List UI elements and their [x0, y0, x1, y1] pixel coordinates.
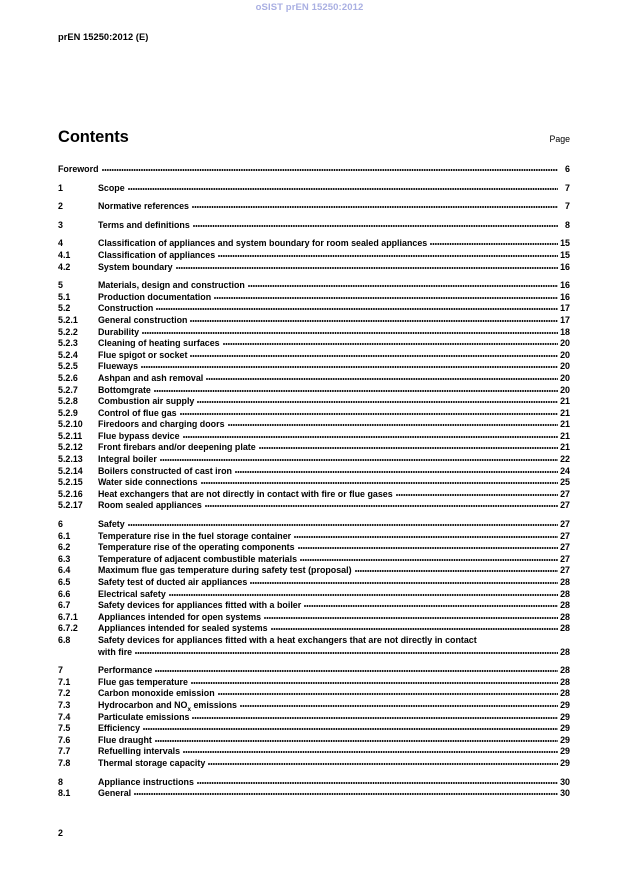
toc-entry[interactable]: [58, 373, 570, 385]
toc-entry-page-number: 24: [560, 465, 570, 476]
toc-entry-title: Integral boiler: [98, 454, 157, 465]
toc-entry-page-number: 21: [560, 396, 570, 407]
toc-leader-dots: [298, 542, 558, 550]
toc-leader-dots: [193, 220, 558, 228]
toc-entry-title: Particulate emissions: [98, 711, 190, 722]
toc-entry[interactable]: [58, 519, 570, 531]
toc-entry[interactable]: [58, 477, 570, 489]
toc-leader-dots: [128, 183, 558, 191]
toc-leader-dots: [134, 788, 558, 796]
toc-entry-number: 5.2.9: [58, 407, 78, 418]
toc-entry-number: 6.4: [58, 565, 71, 576]
toc-entry-number: 7: [58, 665, 63, 676]
toc-entry-title: Front firebars and/or deepening plate: [98, 442, 256, 453]
toc-entry-title: Boilers constructed of cast iron: [98, 465, 232, 476]
toc-entry[interactable]: [58, 788, 570, 800]
toc-leader-dots: [304, 600, 558, 608]
toc-leader-dots: [235, 466, 558, 474]
toc-entry-title: Appliance instructions: [98, 776, 194, 787]
toc-entry-page-number: 20: [560, 384, 570, 395]
toc-entry-page-number: 28: [560, 623, 570, 634]
toc-entry-number: 7.6: [58, 734, 71, 745]
toc-entry-page-number: 7: [565, 201, 570, 212]
toc-entry-number: 5.2.15: [58, 477, 83, 488]
toc-leader-dots: [214, 292, 558, 300]
toc-entry-title: Temperature rise of the operating components: [98, 542, 295, 553]
toc-entry-title-continued: with fire: [98, 646, 133, 657]
toc-leader-dots: [190, 350, 558, 358]
toc-leader-dots: [264, 612, 558, 620]
toc-leader-dots: [228, 419, 558, 427]
toc-entry[interactable]: [58, 350, 570, 362]
toc-entry[interactable]: [58, 531, 570, 543]
toc-entry-page-number: 21: [560, 430, 570, 441]
toc-entry-page-number: 29: [560, 699, 570, 710]
toc-entry[interactable]: [58, 220, 570, 232]
document-reference-header: prEN 15250:2012 (E): [58, 32, 149, 42]
toc-entry-number: 6.7: [58, 600, 71, 611]
toc-leader-dots: [180, 408, 558, 416]
toc-entry-title: Safety test of ducted air appliances: [98, 577, 248, 587]
toc-entry-page-number: 29: [560, 734, 570, 745]
toc-entry-page-number: 27: [560, 488, 570, 499]
toc-entry-title: General: [98, 788, 132, 799]
toc-entry[interactable]: [58, 361, 570, 373]
toc-entry-title: Durability: [98, 326, 140, 337]
toc-leader-dots: [169, 589, 558, 597]
toc-entry-page-number: 21: [560, 419, 570, 430]
toc-entry[interactable]: [58, 250, 570, 262]
toc-entry-number: 5.2.17: [58, 500, 83, 511]
toc-entry-number: 5.2.7: [58, 384, 78, 395]
toc-entry-page-number: 28: [560, 646, 570, 657]
toc-entry-page-number: 30: [560, 788, 570, 799]
toc-entry-number: 6.7.2: [58, 623, 78, 634]
toc-leader-dots: [430, 238, 558, 246]
toc-entry[interactable]: [58, 396, 570, 408]
toc-entry-page-number: 20: [560, 372, 570, 383]
toc-entry-title: Maximum flue gas temperature during safety test (proposal): [98, 565, 352, 576]
toc-entry-number: 6.1: [58, 530, 71, 541]
toc-leader-dots: [141, 361, 558, 369]
toc-entry-page-number: 29: [560, 757, 570, 768]
toc-entry-title: Water side connections: [98, 477, 198, 488]
toc-entry-title: Normative references: [98, 201, 189, 212]
toc-entry-title: Appliances intended for sealed systems: [98, 623, 268, 634]
toc-entry[interactable]: [58, 431, 570, 443]
toc-entry-number: 6.8: [58, 634, 71, 645]
toc-entry[interactable]: [58, 635, 570, 658]
toc-entry-title: Flue gas temperature: [98, 676, 188, 687]
toc-leader-dots: [205, 500, 558, 508]
toc-entry[interactable]: [58, 612, 570, 624]
toc-entry-number: 7.8: [58, 757, 71, 768]
toc-entry-page-number: 22: [560, 454, 570, 465]
toc-entry[interactable]: [58, 735, 570, 747]
toc-entry-title: General construction: [98, 314, 188, 325]
toc-entry-title: Hydrocarbon and $NO_x$ emissions: [98, 699, 237, 713]
toc-entry-page-number: 21: [560, 442, 570, 453]
toc-entry[interactable]: [58, 677, 570, 689]
toc-entry-page-number: 28: [560, 676, 570, 687]
toc-leader-dots: [396, 489, 558, 497]
toc-entry[interactable]: [58, 327, 570, 339]
toc-entry[interactable]: [58, 746, 570, 758]
toc-entry-number: 5.2.16: [58, 488, 83, 499]
toc-entry[interactable]: [58, 589, 570, 601]
toc-entry[interactable]: [58, 565, 570, 577]
toc-entry[interactable]: [58, 201, 570, 213]
toc-entry[interactable]: [58, 489, 570, 501]
toc-leader-dots: [192, 712, 558, 720]
toc-entry[interactable]: [58, 700, 570, 712]
toc-entry[interactable]: [58, 262, 570, 274]
toc-entry-page-number: 28: [560, 577, 570, 587]
toc-entry-page-number: 28: [560, 611, 570, 622]
toc-entry[interactable]: [58, 164, 570, 176]
toc-entry-page-number: 20: [560, 361, 570, 372]
toc-entry-number: 6: [58, 519, 63, 530]
toc-leader-dots: [197, 777, 558, 785]
toc-entry[interactable]: [58, 542, 570, 554]
toc-entry-title: Electrical safety: [98, 588, 166, 599]
toc-entry[interactable]: [58, 712, 570, 724]
toc-entry-number: 5.2.10: [58, 419, 83, 430]
toc-entry-title: Appliances intended for open systems: [98, 611, 262, 622]
toc-leader-dots: [155, 665, 558, 673]
toc-entry-page-number: 28: [560, 600, 570, 611]
toc-entry-page-number: 8: [565, 219, 570, 230]
toc-entry-number: 4.2: [58, 261, 71, 272]
toc-entry[interactable]: [58, 600, 570, 612]
toc-entry-title: Flue bypass device: [98, 430, 180, 441]
toc-entry-title: Cleaning of heating surfaces: [98, 338, 220, 349]
toc-entry-title: System boundary: [98, 261, 173, 272]
toc-entry-number: 6.5: [58, 577, 71, 587]
toc-leader-dots: [155, 735, 558, 743]
toc-entry-title: Terms and definitions: [98, 219, 190, 230]
toc-entry-page-number: 27: [560, 553, 570, 564]
toc-entry-number: 5.1: [58, 291, 71, 302]
toc-entry-page-number: 28: [560, 588, 570, 599]
toc-leader-dots: [206, 373, 558, 381]
toc-entry[interactable]: [58, 577, 570, 589]
toc-entry[interactable]: [58, 238, 570, 250]
toc-entry-number: 5.2.8: [58, 396, 78, 407]
toc-entry-page-number: 20: [560, 338, 570, 349]
toc-leader-dots: [191, 677, 558, 685]
toc-entry-page-number: 16: [560, 261, 570, 272]
toc-leader-dots: [154, 385, 558, 393]
toc-entry-page-number: 16: [560, 291, 570, 302]
toc-leader-dots: [250, 577, 558, 585]
toc-entry-title: Temperature of adjacent combustible materials: [98, 553, 298, 564]
toc-entry-number: 7.7: [58, 746, 71, 757]
toc-entry-number: 3: [58, 219, 63, 230]
toc-entry[interactable]: [58, 315, 570, 327]
toc-entry-page-number: 27: [560, 565, 570, 576]
page-column-label: Page: [549, 134, 570, 144]
toc-entry-number: 5.2.5: [58, 361, 78, 372]
toc-entry-number: 1: [58, 182, 63, 193]
toc-entry-page-number: 18: [560, 326, 570, 337]
toc-entry[interactable]: [58, 688, 570, 700]
toc-entry-page-number: 30: [560, 776, 570, 787]
toc-entry-title: Temperature rise in the fuel storage container: [98, 530, 292, 541]
toc-entry-page-number: 25: [560, 477, 570, 488]
toc-entry-number: 4: [58, 238, 63, 249]
watermark-text: oSIST prEN 15250:2012: [255, 2, 364, 13]
toc-entry-number: 8.1: [58, 788, 71, 799]
toc-entry-title: Combustion air supply: [98, 396, 195, 407]
toc-entry[interactable]: [58, 554, 570, 566]
toc-entry-number: 7.5: [58, 723, 71, 734]
toc-entry-title: Flueways: [98, 361, 139, 372]
contents-heading-row: [58, 128, 570, 150]
toc-entry-page-number: 20: [560, 349, 570, 360]
toc-entry-number: 5.2.6: [58, 372, 78, 383]
toc-entry-page-number: 15: [560, 249, 570, 260]
page-title: Contents: [58, 128, 129, 146]
toc-entry-number: 5.2.4: [58, 349, 78, 360]
toc-leader-dots: [201, 477, 558, 485]
toc-leader-dots: [190, 315, 558, 323]
toc-entry-title: Flue spigot or socket: [98, 349, 188, 360]
toc-leader-dots: [128, 519, 558, 527]
toc-entry-page-number: 29: [560, 723, 570, 734]
toc-entry-title: Safety devices for appliances fitted with a heat exchangers that are not directly in contact: [98, 634, 477, 645]
toc-leader-dots: [223, 338, 558, 346]
toc-entry[interactable]: [58, 466, 570, 478]
toc-leader-dots: [102, 164, 558, 172]
toc-leader-dots: [294, 531, 558, 539]
toc-leader-dots: [197, 396, 558, 404]
toc-entry-title: Carbon monoxide emission: [98, 688, 215, 699]
toc-entry-number: 7.1: [58, 676, 71, 687]
toc-entry-title: Classification of appliances: [98, 249, 216, 260]
toc-entry-number: 5.2.13: [58, 454, 83, 465]
toc-entry[interactable]: [58, 385, 570, 397]
toc-entry[interactable]: [58, 500, 570, 512]
footer-page-number: 2: [58, 828, 63, 838]
toc-entry-page-number: 27: [560, 519, 570, 530]
toc-entry-title: Refuelling intervals: [98, 746, 181, 757]
toc-leader-dots: [240, 700, 558, 708]
toc-entry[interactable]: [58, 723, 570, 735]
toc-entry[interactable]: [58, 454, 570, 466]
toc-entry-number: 7.4: [58, 711, 71, 722]
toc-entry[interactable]: [58, 280, 570, 292]
toc-entry-line: [58, 635, 570, 647]
toc-entry-number: 6.6: [58, 588, 71, 599]
toc-leader-dots: [183, 431, 558, 439]
toc-leader-dots: [142, 327, 558, 335]
toc-entry-number: 5: [58, 280, 63, 291]
toc-entry-page-number: 28: [560, 665, 570, 676]
toc-entry-title: Foreword: [58, 164, 99, 174]
toc-entry-title: Safety: [98, 519, 125, 530]
toc-entry-page-number: 27: [560, 542, 570, 553]
toc-entry-title: Ashpan and ash removal: [98, 372, 204, 383]
toc-entry[interactable]: [58, 303, 570, 315]
toc-entry-title: Thermal storage capacity: [98, 757, 206, 768]
toc-leader-dots: [143, 723, 558, 731]
toc-entry-title: Control of flue gas: [98, 407, 177, 418]
toc-entry-title: Efficiency: [98, 723, 141, 734]
toc-entry-number: 5.2.14: [58, 465, 83, 476]
toc-leader-dots: [300, 554, 558, 562]
toc-entry-page-number: 21: [560, 407, 570, 418]
toc-leader-dots: [218, 688, 558, 696]
toc-entry-number: 5.2.3: [58, 338, 78, 349]
toc-entry-title: Performance: [98, 665, 153, 676]
toc-entry-title: Production documentation: [98, 291, 212, 302]
toc-entry-page-number: 17: [560, 314, 570, 325]
table-of-contents: [58, 164, 570, 800]
toc-entry-page-number: 28: [560, 688, 570, 699]
toc-entry-number: 5.2: [58, 303, 71, 314]
toc-entry-title: Heat exchangers that are not directly in contact with fire or flue gases: [98, 488, 393, 499]
toc-entry[interactable]: [58, 419, 570, 431]
toc-entry-page-number: 15: [560, 238, 570, 249]
toc-entry-number: 6.7.1: [58, 611, 78, 622]
toc-entry[interactable]: [58, 442, 570, 454]
toc-entry[interactable]: [58, 777, 570, 789]
toc-entry-title: Firedoors and charging doors: [98, 419, 225, 430]
toc-entry-page-number: 29: [560, 711, 570, 722]
toc-entry-number: 7.3: [58, 699, 71, 710]
toc-entry-page-number: 27: [560, 530, 570, 541]
toc-entry[interactable]: [58, 338, 570, 350]
toc-entry-number: 4.1: [58, 249, 71, 260]
toc-entry-number: 5.2.11: [58, 430, 83, 441]
toc-leader-dots: [248, 280, 558, 288]
toc-leader-dots: [160, 454, 558, 462]
toc-entry[interactable]: [58, 183, 570, 195]
toc-entry-number: 6.3: [58, 553, 71, 564]
toc-entry-page-number: 17: [560, 303, 570, 314]
toc-entry-number: 5.2.1: [58, 314, 78, 325]
toc-entry-number: 2: [58, 201, 63, 212]
toc-entry-page-number: 16: [560, 280, 570, 291]
toc-entry-page-number: 7: [565, 182, 570, 193]
toc-entry[interactable]: [58, 758, 570, 770]
toc-entry-title: Construction: [98, 303, 154, 314]
toc-entry[interactable]: [58, 665, 570, 677]
toc-leader-dots: [271, 623, 558, 631]
toc-leader-dots: [135, 647, 558, 655]
toc-entry-title: Flue draught: [98, 734, 152, 745]
toc-entry-title: Room sealed appliances: [98, 500, 202, 511]
toc-entry-number: 7.2: [58, 688, 71, 699]
toc-leader-dots: [208, 758, 558, 766]
toc-entry-title: Classification of appliances and system boundary for room sealed appliances: [98, 238, 428, 249]
toc-entry[interactable]: [58, 292, 570, 304]
toc-entry-page-number: 6: [565, 164, 570, 174]
toc-leader-dots: [259, 442, 558, 450]
toc-leader-dots: [218, 250, 558, 258]
toc-leader-dots: [192, 201, 558, 209]
toc-leader-dots: [176, 262, 558, 270]
toc-leader-dots: [156, 303, 558, 311]
toc-entry[interactable]: [58, 623, 570, 635]
toc-leader-dots: [355, 565, 558, 573]
toc-entry-number: 8: [58, 776, 63, 787]
toc-entry-page-number: 27: [560, 500, 570, 511]
toc-entry-title: Safety devices for appliances fitted with a boiler: [98, 600, 302, 611]
toc-leader-dots: [183, 746, 558, 754]
toc-entry[interactable]: [58, 408, 570, 420]
toc-entry-number: 5.2.2: [58, 326, 78, 337]
toc-entry-title: Bottomgrate: [98, 384, 151, 395]
toc-entry-line-continued: [58, 647, 570, 659]
toc-entry-number: 5.2.12: [58, 442, 83, 453]
toc-entry-number: 6.2: [58, 542, 71, 553]
toc-entry-title: Scope: [98, 182, 125, 193]
toc-entry-title: Materials, design and construction: [98, 280, 245, 291]
toc-entry-page-number: 29: [560, 746, 570, 757]
